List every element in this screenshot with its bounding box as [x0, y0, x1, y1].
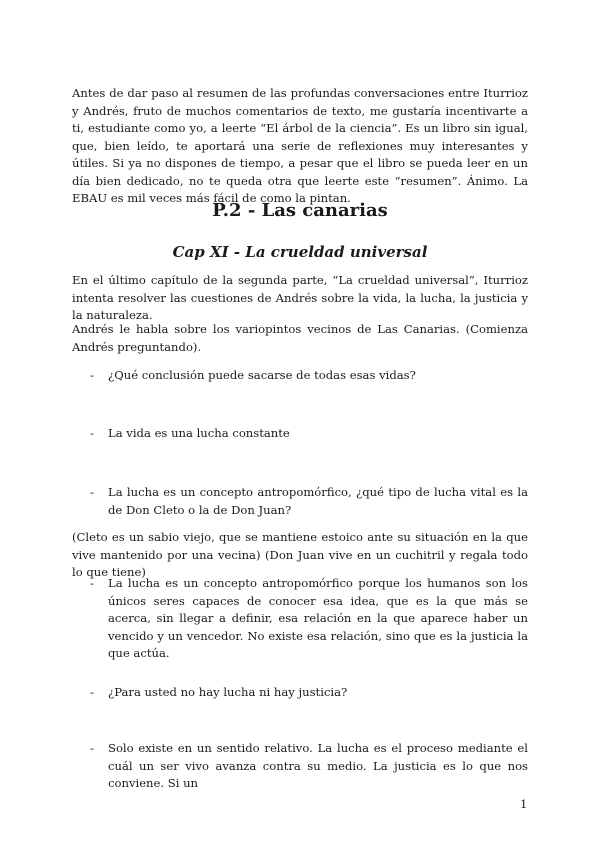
dialogue-item	[90, 425, 528, 443]
intro-paragraph: Antes de dar paso al resumen de las profundas conversaciones entre Iturrioz y Andrés, fruto de muchos comentarios de texto, me gustaría incentivarte a ti, estudiante como yo, a leerte “El árbol de la ciencia”. Es un libro sin igual, que, bien leído, te aportará una serie de reflexiones muy interesantes y útiles. Si ya no dispones de tiempo, a pesar que el libro se pueda leer en un día bien dedicado, no te queda otra que leerte este “resumen”. Ánimo. La EBAU es mil veces más fácil de como la pintan.	[72, 86, 528, 205]
dialogue-text: Solo existe en un sentido relativo. La lucha es el proceso mediante el cuál un ser vivo avanza contra su medio. La justicia es lo que nos conviene. Si un	[108, 741, 528, 790]
chapter-title: Cap XI - La crueldad universal	[172, 243, 428, 261]
dialogue-item	[90, 684, 528, 702]
chapter-intro-paragraph: En el último capítulo de la segunda parte, “La crueldad universal”, Iturrioz intenta resolver las cuestiones de Andrés sobre la vida, la lucha, la justicia y la naturaleza.	[72, 273, 528, 322]
dialogue-text: ¿Qué conclusión puede sacarse de todas esas vidas?	[108, 368, 416, 382]
bullet-dash: -	[90, 741, 94, 755]
dialogue-item	[90, 484, 528, 519]
bullet-dash: -	[90, 368, 94, 382]
note-paragraph: (Cleto es un sabio viejo, que se mantiene estoico ante su situación en la que vive mantenido por una vecina) (Don Juan vive en un cuchitril y regala todo lo que tiene)	[72, 530, 528, 579]
bullet-dash: -	[90, 685, 94, 699]
dialogue-item	[90, 575, 528, 663]
context-paragraph: Andrés le habla sobre los variopintos vecinos de Las Canarias. (Comienza Andrés preguntando).	[72, 322, 528, 354]
dialogue-text: La lucha es un concepto antropomórfico, ¿qué tipo de lucha vital es la de Don Cleto o la de Don Juan?	[108, 485, 528, 517]
bullet-dash: -	[90, 426, 94, 440]
dialogue-text: La vida es una lucha constante	[108, 426, 290, 440]
page-number: 1	[520, 797, 528, 811]
dialogue-item	[90, 367, 528, 385]
bullet-dash: -	[90, 485, 94, 499]
dialogue-text: La lucha es un concepto antropomórfico porque los humanos son los únicos seres capaces de conocer esa idea, que es la que más se acerca, sin llegar a definir, esa relación en la que aparece haber un vencido y un vencedor. No existe esa relación, sino que es la justicia la que actúa.	[108, 576, 528, 660]
dialogue-text: ¿Para usted no hay lucha ni hay justicia?	[108, 685, 348, 699]
dialogue-item	[90, 740, 528, 793]
bullet-dash: -	[90, 576, 94, 590]
part-title: P.2 - Las canarias	[212, 200, 388, 221]
